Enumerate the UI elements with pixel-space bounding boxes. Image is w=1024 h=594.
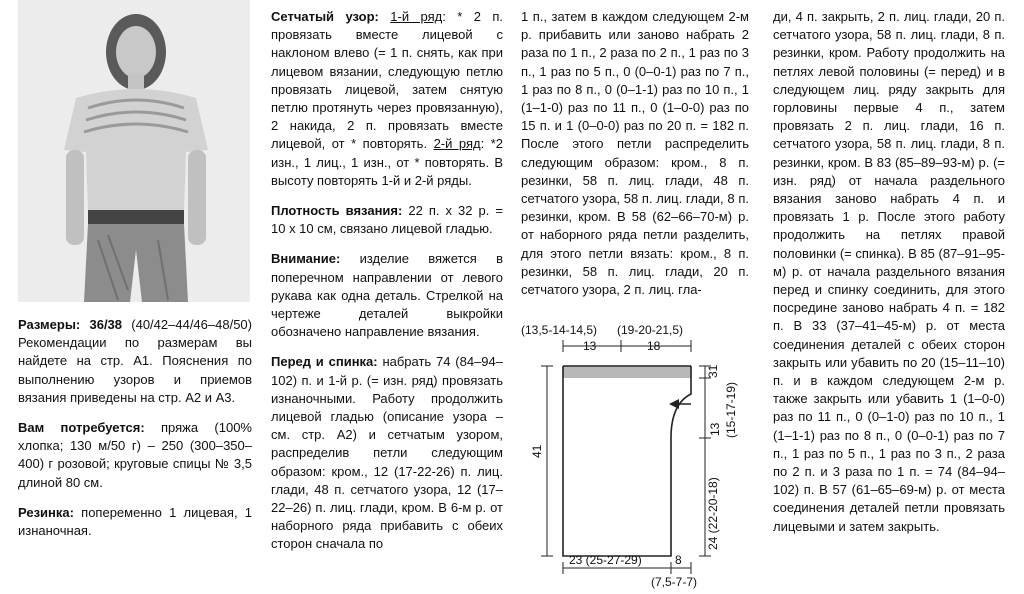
gauge-text: 22 п. х 32 р. = 10 х 10 см, связано лицевой гладью. xyxy=(271,203,503,237)
dim-31: 31 xyxy=(706,364,720,378)
mesh-paragraph xyxy=(271,8,503,190)
gauge-label: Плотность вязания: xyxy=(271,203,403,219)
rib-text: попеременно 1 лицевая, 1 изнаночная. xyxy=(18,504,252,539)
dim-13-top: 13 xyxy=(583,339,597,353)
column-1 xyxy=(18,0,252,552)
sizes-main: 36/38 xyxy=(89,317,123,332)
front-back-label: Перед и спинка: xyxy=(271,354,378,370)
materials-label: Вам потребуется: xyxy=(18,420,145,436)
rib-label: Резинка: xyxy=(18,504,74,520)
column-4 xyxy=(773,8,1005,548)
sizes-note: Рекомендации по размерам вы найдете на стр. А1. Пояснения по выполнению узоров и приемов вязания приведены на стр. А2 и А3. xyxy=(18,335,252,405)
front-back-text: набрать 74 (84–94–102) п. и 1-й р. (= изн. ряд) провязать изнаночными. Работу продолжить лицевой гладью (описание узора – см. стр. А2) и сетчатым узором, распределив петли следующим образом: кром., 12 (17-22-26) п. лиц. глади, 48 п. сетчатого узора, 12 (17–22–26) п. лиц. глади, кром. В 6-м р. от наборного ряда прибавить с обеих сторон сначала по xyxy=(271,354,503,552)
dim-8: 8 xyxy=(675,553,682,567)
dim-15-17-19: (15-17-19) xyxy=(724,381,738,438)
model-photo xyxy=(18,0,250,302)
attention-label: Внимание: xyxy=(271,251,341,267)
dim-18: 18 xyxy=(647,339,661,353)
dim-bottom-sizes: (7,5-7-7) xyxy=(651,575,698,589)
attention-paragraph xyxy=(271,250,503,341)
sizes-rest: (40/42–44/46–48/50) xyxy=(131,317,252,332)
column-4-text: ди, 4 п. закрыть, 2 п. лиц. глади, 20 п. сетчатого узора, 58 п. лиц. глади, 8 п. резинки, кром. Работу продолжить на петлях левой половины (= перед) и в следующем лиц. ряду закрыть для горловины первые 4 п., затем провязать 2 п. лиц. глади, 16 п. сетчатого узора, 58 п. лиц. глади, 8 п. резинки, кром. В 83 (85–89–93-м) р. (= изн. ряд) от начала раздельного вязания заново набрать 4 п. и провязать 1 р. После этого работу продолжить на петлях правой половинки (= спинка). В 85 (87–91–95-м) р. от начала раздельного вязания перед и спинку соединить, для этого посредине заново набрать 4 п. = 182 п. В 33 (37–41–45-м) р. от места соединения деталей с обеих сторон закрыть или убавить по 20 (15–11–10) п. и в каждом следующем 2-м р. также закрыть или убавить 1 (1–0-0) раз по 11 п., 0 (0–1-0) раз по 10 п., 1 (1–1-1) раз по 8 п., 0 (0–0-1) раз по 7 п., 1 раз по 5 п., 1 раз по 3 п., 2 раза по 2 п. и 3 раза по 1 п. = 74 (84–94–102) п. В 57 (61–65–69-м) р. от места соединения деталей петли провязать лицевыми и затем закрыть. xyxy=(773,9,1005,534)
attention-text: изделие вяжется в поперечном направлении от левого рукава как одна деталь. Стрелкой на чертеже деталей выкройки обозначено направление вязания. xyxy=(271,251,503,340)
dim-23: 23 (25-27-29) xyxy=(569,553,642,567)
sizes-label: Размеры: xyxy=(18,317,81,332)
mesh-row2-text: : *2 изн., 1 лиц., 1 изн., от * повторять. В высоту повторять 1-й и 2-й ряды. xyxy=(271,136,503,188)
shaded-band xyxy=(563,366,691,378)
mesh-row1-text: : * 2 п. провязать вместе лицевой с наклоном влево (= 1 п. снять, как при лицевом вязании, следующую петлю провязать лицевой, затем снятую петлю протянуть через провязанную), 2 накида, 2 п. провязать вместе лицевой, от * повторять. xyxy=(271,9,503,152)
materials-paragraph xyxy=(18,419,252,492)
dim-41: 41 xyxy=(530,444,544,458)
rib-paragraph xyxy=(18,504,252,540)
mesh-row2-label: 2-й ряд xyxy=(433,136,481,152)
dim-24: 24 (22-20-18) xyxy=(706,477,720,550)
sizes-paragraph xyxy=(18,316,252,407)
dim-13-side: 13 xyxy=(708,422,722,436)
gauge-paragraph xyxy=(271,202,503,238)
pattern-diagram xyxy=(521,318,761,594)
direction-arrow-icon xyxy=(669,399,679,409)
materials-text: пряжа (100% хлопка; 130 м/50 г) – 250 (300–350–400) г розовой; круговые спицы № 3,5 длиной 80 см. xyxy=(18,420,252,490)
mesh-label: Сетчатый узор: xyxy=(271,9,379,24)
column-3 xyxy=(521,8,749,311)
pattern-outline xyxy=(563,366,691,556)
column-2 xyxy=(271,8,503,566)
front-back-paragraph xyxy=(271,353,503,553)
top-sizes-left: (13,5-14-14,5) xyxy=(521,323,598,337)
mesh-row1-label: 1-й ряд xyxy=(390,9,443,24)
top-sizes-right: (19-20-21,5) xyxy=(617,323,684,337)
column-3-text: 1 п., затем в каждом следующем 2-м р. прибавить или заново набрать 2 раза по 1 п., 2 раза по 2 п., 1 раз по 3 п., 1 раз по 5 п., 0 (0–0-1) раз по 7 п., 1 раз по 8 п., 0 (0–1-1) раз по 10 п., 1 (1–1-0) раз по 11 п., 0 (1–0-0) раз по 15 п. и 1 (0–0-0) раз по 20 п. = 182 п. После этого петли распределить следующим образом: кром., 8 п. резинки, 58 п. лиц. глади, 48 п. сетчатого узора, 58 п. лиц. глади, 8 п. резинки, кром. В 58 (62–66–70-м) р. от наборного ряда петли разделить, для этого петли вязать: кром., 8 п. резинки, 58 п. лиц. глади, 20 п. сетчатого узора, 2 п. лиц. гла- xyxy=(521,9,749,298)
